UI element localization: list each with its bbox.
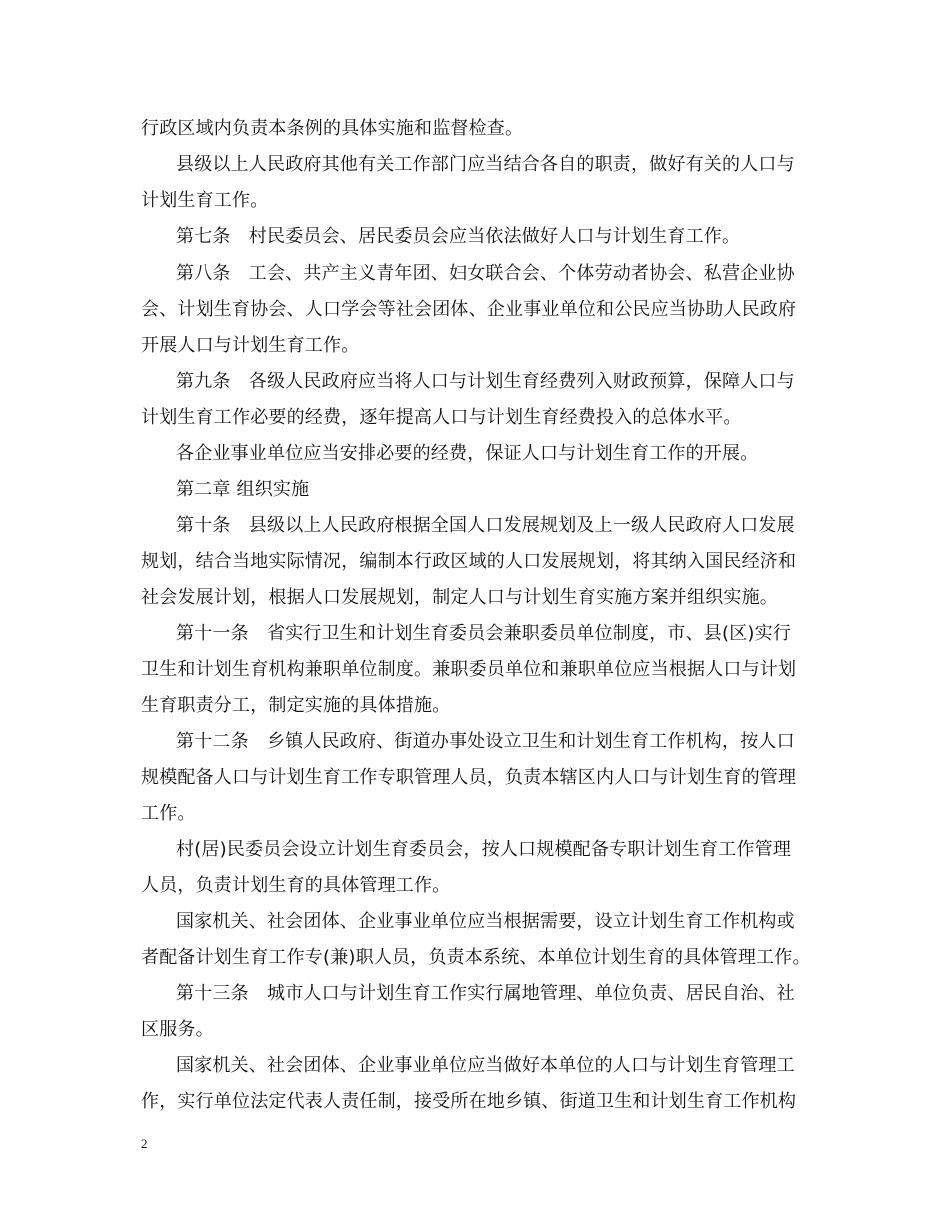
text-line: 第八条 工会、共产主义青年团、妇女联合会、个体劳动者协会、私营企业协 xyxy=(176,263,795,284)
text-line: 行政区域内负责本条例的具体实施和监督检查。 xyxy=(141,118,524,139)
text-line: 第十一条 省实行卫生和计划生育委员会兼职委员单位制度，市、县(区)实行 xyxy=(176,623,792,644)
text-line: 计划生育工作必要的经费，逐年提高人口与计划生育经费投入的总体水平。 xyxy=(141,407,742,428)
page-number: 2 xyxy=(141,1136,148,1151)
text-line: 各企业事业单位应当安排必要的经费，保证人口与计划生育工作的开展。 xyxy=(176,443,759,464)
text-line: 第九条 各级人民政府应当将人口与计划生育经费列入财政预算，保障人口与 xyxy=(176,371,795,392)
text-line: 第七条 村民委员会、居民委员会应当依法做好人口与计划生育工作。 xyxy=(176,226,741,247)
text-line: 卫生和计划生育机构兼职单位制度。兼职委员单位和兼职单位应当根据人口与计划 xyxy=(141,659,797,680)
text-line: 规划，结合当地实际情况，编制本行政区域的人口发展规划，将其纳入国民经济和 xyxy=(141,551,797,572)
text-line: 计划生育工作。 xyxy=(141,190,269,211)
text-line: 第十三条 城市人口与计划生育工作实行属地管理、单位负责、居民自治、社 xyxy=(176,983,795,1004)
chapter-heading: 第二章 组织实施 xyxy=(176,479,310,500)
text-line: 第十二条 乡镇人民政府、街道办事处设立卫生和计划生育工作机构，按人口 xyxy=(176,731,795,752)
text-line: 生育职责分工，制定实施的具体措施。 xyxy=(141,695,451,716)
text-line: 村(居)民委员会设立计划生育委员会，按人口规模配备专职计划生育工作管理 xyxy=(176,839,792,860)
text-line: 者配备计划生育工作专(兼)职人员，负责本系统、本单位计划生育的具体管理工作。 xyxy=(141,947,811,968)
text-line: 区服务。 xyxy=(141,1019,214,1040)
text-line: 人员，负责计划生育的具体管理工作。 xyxy=(141,875,451,896)
text-line: 规模配备人口与计划生育工作专职管理人员，负责本辖区内人口与计划生育的管理 xyxy=(141,767,797,788)
text-line: 开展人口与计划生育工作。 xyxy=(141,335,360,356)
text-line: 第十条 县级以上人民政府根据全国人口发展规划及上一级人民政府人口发展 xyxy=(176,515,795,536)
text-line: 国家机关、社会团体、企业事业单位应当根据需要，设立计划生育工作机构或 xyxy=(176,911,795,932)
text-line: 国家机关、社会团体、企业事业单位应当做好本单位的人口与计划生育管理工 xyxy=(176,1055,795,1076)
text-line: 作，实行单位法定代表人责任制，接受所在地乡镇、街道卫生和计划生育工作机构 xyxy=(141,1091,797,1112)
text-line: 县级以上人民政府其他有关工作部门应当结合各自的职责，做好有关的人口与 xyxy=(176,154,795,175)
text-line: 社会发展计划，根据人口发展规划，制定人口与计划生育实施方案并组织实施。 xyxy=(141,587,778,608)
text-line: 工作。 xyxy=(141,803,196,824)
text-line: 会、计划生育协会、人口学会等社会团体、企业事业单位和公民应当协助人民政府 xyxy=(141,299,797,320)
